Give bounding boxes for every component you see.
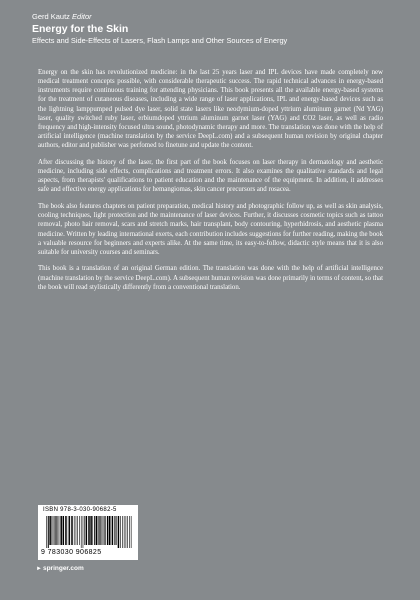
barcode-bar	[118, 516, 120, 548]
isbn-barcode	[38, 505, 138, 560]
barcode-bar	[122, 516, 123, 548]
barcode-bar	[104, 516, 105, 545]
barcode-bar	[49, 516, 51, 545]
barcode-bar	[92, 516, 93, 545]
barcode-bar	[77, 516, 78, 545]
barcode-bar	[55, 516, 56, 545]
barcode-bar	[46, 516, 47, 548]
barcode-bar	[127, 516, 128, 548]
barcode-bar	[105, 516, 106, 545]
barcode-bar	[83, 516, 84, 548]
blurb-paragraph-4: This book is a translation of an original German edition. The translation was done with the help of artificial intelligence (machine translation by the service DeepL.com). A subsequent human revision was done primarily in terms of content, so that the book will read stylistically differently from a conventional translation.	[38, 265, 383, 291]
barcode-bar	[96, 516, 98, 545]
barcode-bar	[54, 516, 55, 545]
barcode-bar	[99, 516, 100, 545]
barcode-bars	[46, 516, 132, 548]
arrow-right-icon: ►	[36, 566, 42, 572]
blurb-paragraph-2: After discussing the history of the laser, the first part of the book focuses on laser therapy in dermatology and aesthetic medicine, including side effects, complications and treatment errors. It also examines the qualitative standards and legal aspects, from therapists' qualifications to patient education and the maintenance of the equipment. In addition, it addresses safe and effective energy applications for hemangiomas, skin cancer precursors and rosacea.	[38, 158, 383, 194]
barcode-bar	[90, 516, 92, 545]
barcode-bar	[48, 516, 49, 548]
blurb-paragraph-3: The book also features chapters on patient preparation, medical history and photographic follow up, as well as skin analysis, cooling techniques, light protection and the maintenance of laser devices. Further, it discusses cosmetic topics such as tattoo removal, photo hair removal, scars and stretch marks, hair transplant, body contouring, hyperhidrosis, and aesthetic plasma medicine. Written by leading international exerts, each contribution includes suggestions for further reading, making the book a valuable resource for beginners and experts alike. At the same time, its easy-to-follow, didactic style means that it is also suitable for university courses and seminars.	[38, 203, 383, 256]
barcode-bar	[120, 516, 121, 548]
barcode-bar	[76, 516, 77, 545]
barcode-bar	[112, 516, 114, 545]
barcode-bar	[53, 516, 54, 545]
barcode-bar	[58, 516, 59, 545]
barcode-bar	[71, 516, 73, 545]
barcode-bar	[100, 516, 101, 545]
barcode-bar	[102, 516, 103, 545]
barcode-bar	[131, 516, 132, 548]
blurb-paragraph-1: Energy on the skin has revolutionized medicine: in the last 25 years laser and IPL devices have made completely new medical treatment concepts possible, with considerable therapeutic success. The rapid technical advances in energy-based instruments require continuous training for attending physicians. This book presents all the available energy-based systems for the treatment of cutaneous diseases, including a wide range of laser applications, IPL and energy-based devices such as the lightning lamppumped pulsed dye laser, solid state lasers like neodymium-doped yttrium aluminum garnet (Nd YAG) laser, quality switched ruby laser, erbiumdoped yttrium aluminum garnet laser (YAG) and CO2 laser, as well as radio frequency and high-intensity focused ultra sound, photodynamic therapy and more. The translation was done with the help of artificial intelligence (machine translation by the service DeepL.com) and a subsequent human revision by original chapter authors, editor and publisher was perfomed to finetune and update the content.	[38, 69, 383, 150]
barcode-bar	[84, 516, 85, 545]
barcode-bar	[56, 516, 57, 545]
barcode-bar	[86, 516, 88, 545]
barcode-bar	[107, 516, 109, 545]
barcode-bar	[109, 516, 111, 545]
barcode-bar	[81, 516, 82, 548]
barcode-bar	[60, 516, 62, 545]
publisher-link[interactable]	[36, 565, 84, 572]
barcode-bar	[79, 516, 80, 545]
book-title: Energy for the Skin	[32, 23, 129, 35]
barcode-bar	[124, 516, 125, 548]
editor-role: Editor	[72, 12, 92, 21]
barcode-bar	[88, 516, 90, 545]
barcode-bar	[68, 516, 69, 545]
barcode-bar	[116, 516, 117, 545]
barcode-bar	[69, 516, 70, 545]
back-cover-blurb	[38, 68, 383, 299]
isbn-label: ISBN 978-3-030-90682-5	[43, 507, 117, 513]
cover-header	[32, 12, 402, 46]
barcode-bar	[129, 516, 130, 548]
barcode-bar	[65, 516, 67, 545]
barcode-bar	[114, 516, 115, 545]
barcode-bar	[94, 516, 95, 545]
publisher-url: springer.com	[42, 565, 84, 572]
barcode-bar	[63, 516, 65, 545]
barcode-bar	[126, 516, 127, 548]
book-subtitle: Effects and Side-Effects of Lasers, Flash Lamps and Other Sources of Energy	[32, 36, 288, 45]
barcode-bar	[59, 516, 60, 545]
editor-name: Gerd Kautz	[32, 12, 70, 21]
barcode-bar	[98, 516, 99, 545]
barcode-digits: 9 783030 906825	[41, 549, 102, 556]
barcode-bar	[52, 516, 53, 545]
barcode-bar	[103, 516, 104, 545]
editor-line	[32, 12, 402, 22]
barcode-bar	[74, 516, 75, 545]
